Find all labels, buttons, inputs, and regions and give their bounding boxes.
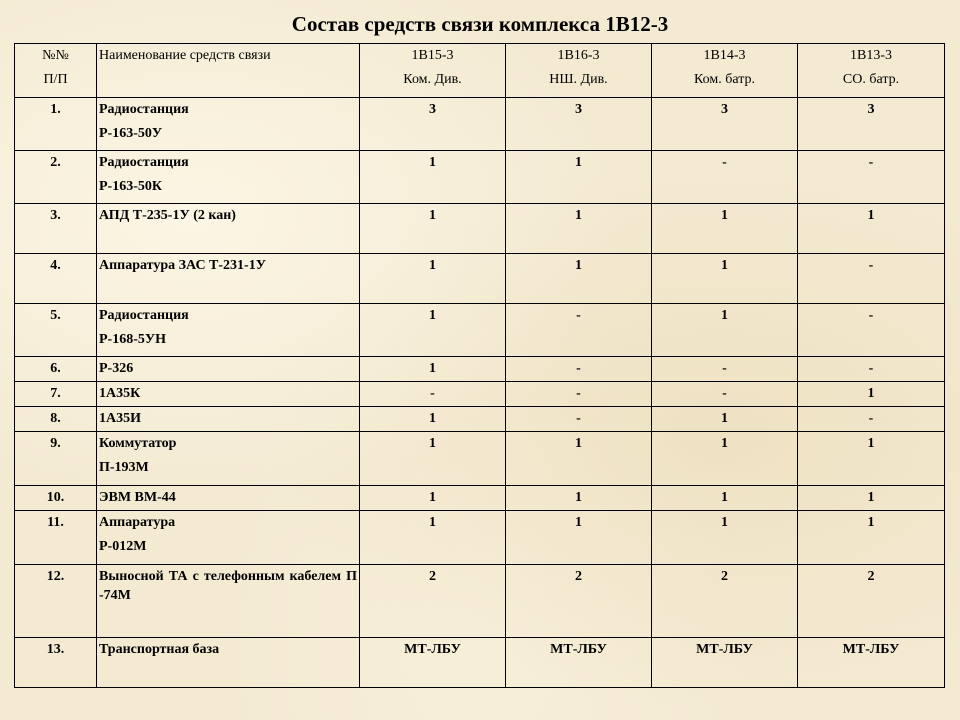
table-row — [15, 432, 945, 486]
row-value: - — [798, 151, 945, 204]
row-name — [97, 511, 360, 565]
row-value: 1 — [652, 204, 798, 254]
table-row — [15, 565, 945, 638]
row-name-line1: Радиостанция — [99, 308, 189, 323]
row-value: - — [652, 151, 798, 204]
table-row — [15, 254, 945, 304]
row-value: - — [506, 304, 652, 357]
row-value: 3 — [360, 98, 506, 151]
row-num: 9. — [15, 432, 97, 486]
row-value: 1 — [798, 511, 945, 565]
header-col-4-line1: 1В13-3 — [850, 48, 892, 63]
header-num-line2: П/П — [43, 72, 68, 87]
row-value: 1 — [360, 486, 506, 511]
row-value: 2 — [506, 565, 652, 638]
table-row — [15, 486, 945, 511]
row-name-line2: П-193М — [99, 460, 149, 475]
row-name-line2: Р-012М — [99, 539, 147, 554]
row-name — [97, 98, 360, 151]
row-num: 11. — [15, 511, 97, 565]
row-value: 1 — [506, 432, 652, 486]
row-value: 1 — [652, 304, 798, 357]
table-row — [15, 151, 945, 204]
row-value: 1 — [652, 254, 798, 304]
header-col-3 — [652, 44, 798, 98]
row-value: 1 — [360, 407, 506, 432]
row-value: 1 — [360, 204, 506, 254]
row-value: - — [798, 304, 945, 357]
row-name — [97, 304, 360, 357]
row-num: 7. — [15, 382, 97, 407]
row-name — [97, 151, 360, 204]
row-value: 1 — [360, 357, 506, 382]
row-value: - — [798, 407, 945, 432]
row-num: 6. — [15, 357, 97, 382]
header-name: Наименование средств связи — [97, 44, 360, 98]
row-name-line1: Радиостанция — [99, 155, 189, 170]
row-value: 1 — [798, 432, 945, 486]
row-value: - — [506, 382, 652, 407]
row-num: 12. — [15, 565, 97, 638]
row-name: ЭВМ ВМ-44 — [97, 486, 360, 511]
header-col-3-line2: Ком. батр. — [694, 72, 755, 87]
row-value: 2 — [652, 565, 798, 638]
row-name: 1А35И — [97, 407, 360, 432]
row-value: 1 — [360, 304, 506, 357]
row-value: - — [652, 357, 798, 382]
row-num: 13. — [15, 638, 97, 688]
row-name: Транспортная база — [97, 638, 360, 688]
row-num: 5. — [15, 304, 97, 357]
row-name: Р-326 — [97, 357, 360, 382]
header-col-2-line1: 1В16-3 — [557, 48, 600, 63]
header-row — [15, 44, 945, 98]
table-row — [15, 382, 945, 407]
header-col-1-line2: Ком. Див. — [403, 72, 462, 87]
row-name: Аппаратура ЗАС Т-231-1У — [97, 254, 360, 304]
row-value: 1 — [360, 151, 506, 204]
row-name-line1: Аппаратура — [99, 515, 176, 530]
row-value: 1 — [506, 254, 652, 304]
row-value: 1 — [506, 204, 652, 254]
row-name-line2: Р-163-50К — [99, 179, 163, 194]
table-row — [15, 357, 945, 382]
row-value: - — [506, 407, 652, 432]
row-value: 1 — [798, 204, 945, 254]
row-value: - — [798, 254, 945, 304]
row-value: МТ-ЛБУ — [798, 638, 945, 688]
row-value: 1 — [798, 486, 945, 511]
row-value: 3 — [506, 98, 652, 151]
header-col-2 — [506, 44, 652, 98]
row-value: МТ-ЛБУ — [360, 638, 506, 688]
row-num: 8. — [15, 407, 97, 432]
row-name: АПД Т-235-1У (2 кан) — [97, 204, 360, 254]
row-name — [97, 432, 360, 486]
row-value: 1 — [652, 407, 798, 432]
row-value: 1 — [506, 511, 652, 565]
row-value: 3 — [798, 98, 945, 151]
header-num-line1: №№ — [42, 48, 69, 63]
row-name-line2: Р-168-5УН — [99, 332, 167, 347]
row-name: Выносной ТА с телефонным кабелем П -74М — [97, 565, 360, 638]
row-value: 1 — [360, 254, 506, 304]
row-num: 2. — [15, 151, 97, 204]
page-title: Состав средств связи комплекса 1В12-3 — [291, 12, 669, 36]
row-value: 1 — [360, 432, 506, 486]
equipment-table — [14, 43, 945, 688]
table-row — [15, 304, 945, 357]
row-value: 1 — [652, 511, 798, 565]
header-col-1 — [360, 44, 506, 98]
row-value: 1 — [652, 432, 798, 486]
row-value: - — [798, 357, 945, 382]
header-num — [15, 44, 97, 98]
row-value: 1 — [360, 511, 506, 565]
row-value: 2 — [360, 565, 506, 638]
table-row — [15, 98, 945, 151]
row-value: 1 — [798, 382, 945, 407]
row-name-line1: Коммутатор — [99, 436, 177, 451]
row-num: 3. — [15, 204, 97, 254]
row-name-line2: Р-163-50У — [99, 126, 163, 141]
header-col-3-line1: 1В14-3 — [703, 48, 746, 63]
row-num: 4. — [15, 254, 97, 304]
table-row — [15, 638, 945, 688]
table-row — [15, 511, 945, 565]
row-value: МТ-ЛБУ — [506, 638, 652, 688]
row-value: 2 — [798, 565, 945, 638]
table-row — [15, 204, 945, 254]
header-col-1-line1: 1В15-3 — [411, 48, 454, 63]
row-value: 1 — [652, 486, 798, 511]
row-value: 1 — [506, 486, 652, 511]
row-value: МТ-ЛБУ — [652, 638, 798, 688]
header-col-2-line2: НШ. Див. — [549, 72, 608, 87]
row-value: - — [360, 382, 506, 407]
row-value: 1 — [506, 151, 652, 204]
row-num: 1. — [15, 98, 97, 151]
row-name-line1: Радиостанция — [99, 102, 189, 117]
row-value: - — [506, 357, 652, 382]
header-col-4 — [798, 44, 945, 98]
header-col-4-line2: СО. батр. — [842, 72, 900, 87]
table-row — [15, 407, 945, 432]
row-name: 1А35К — [97, 382, 360, 407]
row-value: - — [652, 382, 798, 407]
row-value: 3 — [652, 98, 798, 151]
row-num: 10. — [15, 486, 97, 511]
